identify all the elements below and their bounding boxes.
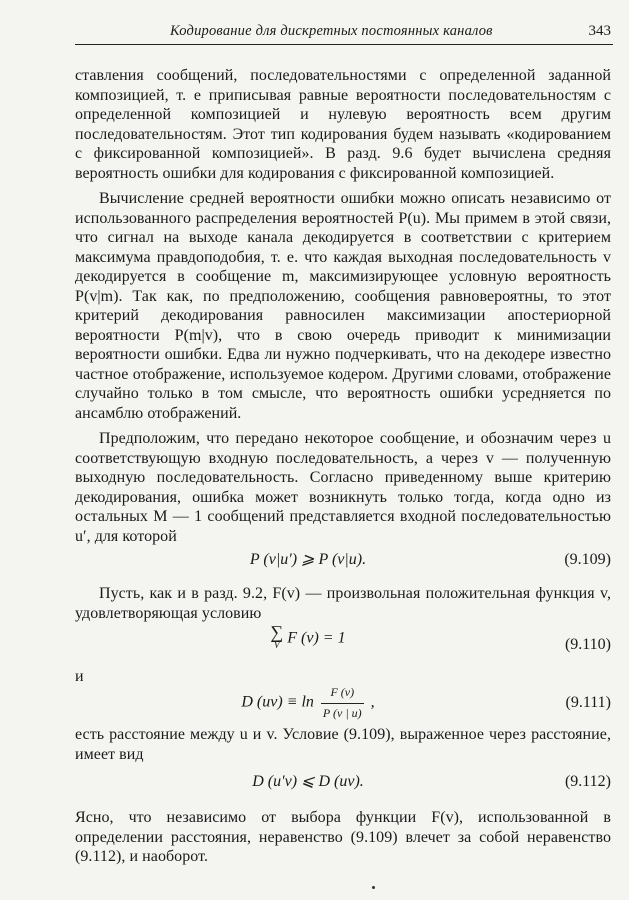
equation-9-111-number: (9.111) — [565, 694, 611, 711]
equation-9-109-body: P (v|u′) ⩾ P (v|u). — [249, 551, 367, 568]
equation-9-111 — [75, 681, 611, 725]
equation-9-111-body — [75, 683, 541, 723]
equation-9-112-number: (9.112) — [564, 773, 611, 790]
equation-9-112-body: D (u′v) ⩽ D (uv). — [252, 773, 364, 790]
conjunction-and: и — [75, 668, 84, 685]
paragraph-distance: есть расстояние между u и v. Условие (9.109), выраженное через расстояние, имеет вид — [75, 726, 611, 763]
equation-9-110-text: F (v) = 1 — [287, 629, 346, 647]
paragraph-function-f: Пусть, как и в разд. 9.2, F(v) — произвольная положительная функция v, удовлетворяющая условию — [75, 585, 611, 622]
paragraph-conclusion: Ясно, что независимо от выбора функции F(v), использованной в определении расстояния, неравенство (9.109) влечет за собой неравенство (9.112), и наоборот. — [75, 809, 611, 865]
summation-sign: ∑ V — [270, 622, 284, 651]
print-speck — [372, 886, 375, 889]
equation-9-110-body — [75, 622, 541, 653]
equation-9-112 — [75, 764, 611, 802]
fraction-denominator: P (v | u) — [322, 705, 362, 720]
equation-9-109-number: (9.109) — [564, 551, 611, 568]
equation-9-111-fraction — [321, 683, 364, 723]
paragraph-continuation: ставления сообщений, последовательностями с определенной заданной композицией, т. е приписывая равные вероятности последовательностям с определенной композицией и нулевую вероятность всем другим последовательностям. Этот тип кодирования будем называть «кодированием с фиксированной композицией». В разд. 9.6 будет вычислена средняя вероятность ошибки для кодирования с фиксированной композицией. — [75, 67, 611, 182]
equation-9-110 — [75, 623, 611, 667]
paragraph-error-probability: Вычисление средней вероятности ошибки можно описать независимо от использованного распределения вероятностей P(u). Мы примем в этой связи, что сигнал на выходе канала декодируется в соответствии с критерием максимума правдоподобия, т. е. что каждая выходная последовательность v декодируется в сообщение m, максимизирующее условную вероятность P(v|m). Так как, по предположению, сообщения равновероятны, то этот критерий декодирования равносилен максимизации апостериорной вероятности P(m|v), что в свою очередь приводит к минимизации вероятности ошибки. Едва ли нужно подчеркивать, что на декодере известно частное отображение, используемое кодером. Другими словами, отображение случайно только в том смысле, что вероятность ошибки усредняется по ансамблю отображений. — [75, 190, 611, 422]
running-title: Кодирование для дискретных постоянных каналов — [170, 23, 493, 39]
equation-9-110-number: (9.110) — [564, 636, 611, 653]
page-body — [75, 66, 611, 867]
fraction-numerator: F (v) — [321, 683, 364, 704]
page-number: 343 — [588, 23, 611, 39]
paragraph-assumption: Предположим, что передано некоторое сообщение, и обозначим через u соответствующую входную последовательность, а через v — полученную выходную последовательность. Согласно приведенному выше критерию декодирования, ошибка может возникнуть только тогда, когда одно из остальных M — 1 сообщений представляется входной последовательностью u′, для которой — [75, 430, 611, 545]
page-header — [75, 18, 613, 45]
equation-9-111-tail: , — [370, 693, 375, 711]
equation-9-109 — [75, 546, 611, 578]
equation-9-111-lhs: D (uv) ≡ ln — [241, 693, 314, 711]
